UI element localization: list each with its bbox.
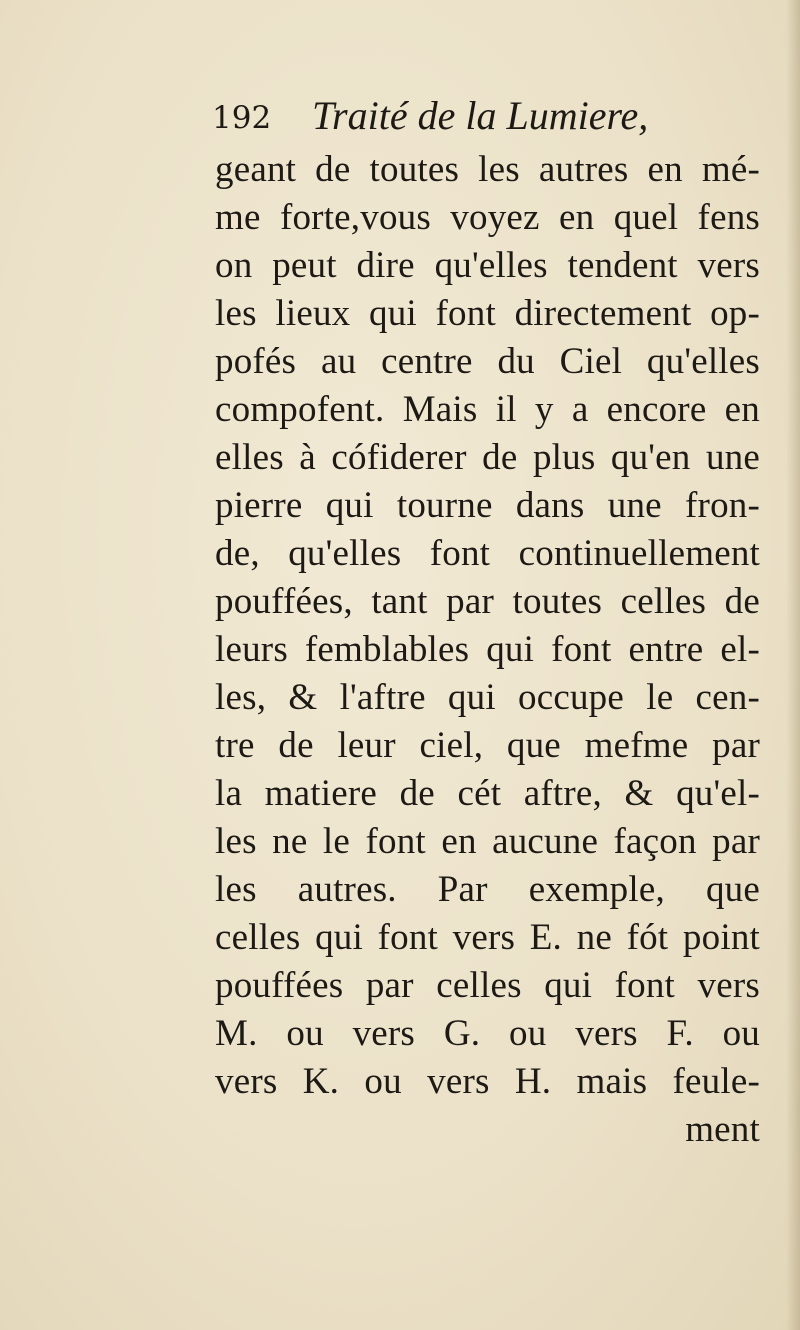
text-line: les lieux qui font directement op- [215,293,760,334]
text-line: compofent. Mais il y a encore en [215,389,760,430]
text-line: pouffées par celles qui font vers [215,965,760,1006]
page-header [212,86,682,146]
catchword: ment [685,1109,760,1150]
text-line: pierre qui tourne dans une fron- [215,485,760,526]
body-text [215,146,760,1154]
text-line: on peut dire qu'elles tendent vers [215,245,760,286]
text-line: pofés au centre du Ciel qu'elles [215,341,760,382]
text-line: les ne le font en aucune façon par [215,821,760,862]
text-line: M. ou vers G. ou vers F. ou [215,1013,760,1054]
text-line: pouffées, tant par toutes celles de [215,581,760,622]
text-line: les autres. Par exemple, que [215,869,760,910]
text-line: leurs femblables qui font entre el- [215,629,760,670]
text-line: les, & l'aftre qui occupe le cen- [215,677,760,718]
page-number: 192 [212,100,272,136]
text-line: de, qu'elles font continuellement [215,533,760,574]
text-line: vers K. ou vers H. mais feule- [215,1061,760,1102]
page-edge-shadow [786,0,800,1330]
text-line: tre de leur ciel, que mefme par [215,725,760,766]
running-title: Traité de la Lumiere, [312,93,649,138]
text-line: me forte,vous voyez en quel fens [215,197,760,238]
text-line: celles qui font vers E. ne fót point [215,917,760,958]
text-line: elles à cófiderer de plus qu'en une [215,437,760,478]
text-line: la matiere de cét aftre, & qu'el- [215,773,760,814]
text-line: geant de toutes les autres en mé- [215,149,760,190]
